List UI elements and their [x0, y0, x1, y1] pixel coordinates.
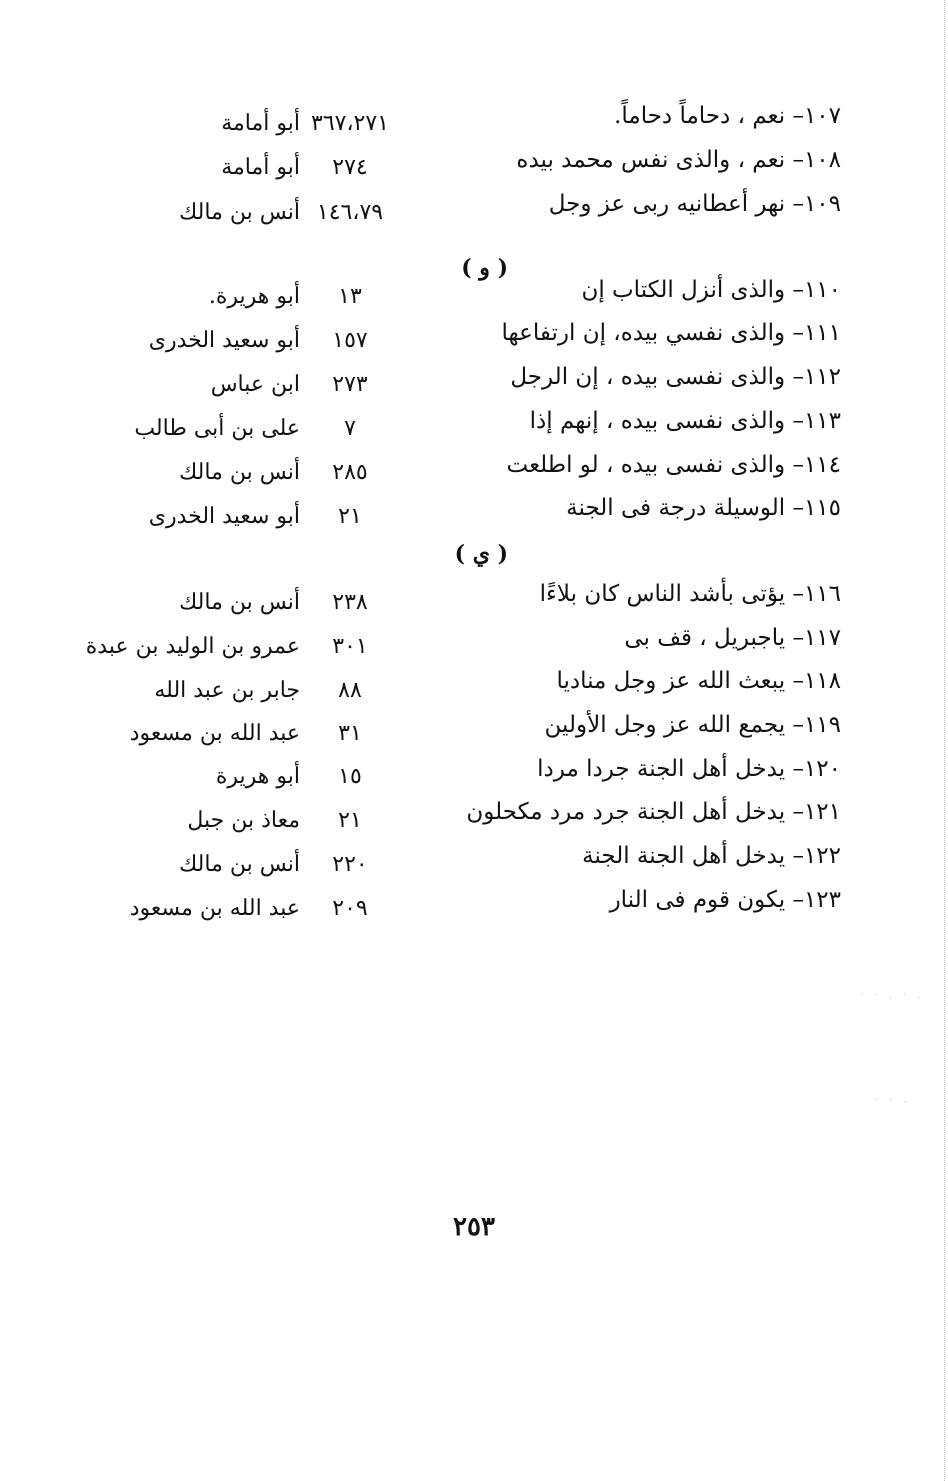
- hadith-entry: [401, 836, 841, 876]
- entry-number: ١٠٩–: [792, 191, 841, 217]
- narrator-name: أنس بن مالك: [179, 590, 300, 615]
- narrator-name: أبو سعيد الخدرى: [148, 328, 300, 353]
- narrator-name: أنس بن مالك: [179, 460, 300, 485]
- narrator-name: عمرو بن الوليد بن عبدة: [85, 634, 300, 659]
- reference-number: ٢٧٣: [332, 372, 368, 397]
- reference-number: ١٥: [338, 764, 362, 789]
- hadith-entry: [401, 574, 841, 614]
- reference-number: ٣٠١: [332, 634, 368, 659]
- reference-number: ٢١: [338, 808, 362, 833]
- reference-row: [80, 627, 420, 667]
- entry-number: ١١٠–: [792, 277, 841, 303]
- narrator-name: عبد الله بن مسعود: [129, 721, 300, 746]
- hadith-entry: [401, 880, 841, 920]
- reference-row: [80, 453, 420, 493]
- reference-row: [80, 757, 420, 797]
- entry-number: ١١٩–: [792, 712, 841, 738]
- page-number: ٢٥٣: [453, 1212, 495, 1242]
- entry-number: ١١٤–: [792, 452, 841, 478]
- reference-row: [80, 148, 420, 188]
- entry-number: ١٢٠–: [792, 756, 841, 782]
- hadith-entry: [401, 661, 841, 701]
- entry-number: ١١٣–: [792, 408, 841, 434]
- entry-text: والذى نفسى بيده ، إنهم إذا: [529, 408, 786, 434]
- hadith-entry: [401, 792, 841, 832]
- reference-number: ٢٠٩: [332, 896, 368, 921]
- entry-text: والذى نفسى بيده ، لو اطلعت: [506, 452, 786, 478]
- reference-row: [80, 409, 420, 449]
- narrator-name: أنس بن مالك: [179, 200, 300, 225]
- reference-row: [80, 497, 420, 537]
- reference-row: [80, 193, 420, 233]
- entry-number: ١١٨–: [792, 668, 841, 694]
- scan-edge-line: [944, 0, 945, 1481]
- reference-number: ٢١: [338, 504, 362, 529]
- reference-row: [80, 845, 420, 885]
- entry-text: يؤتى بأشد الناس كان بلاءًا: [539, 581, 786, 607]
- narrator-name: أبو أمامة: [221, 111, 300, 136]
- reference-row: [80, 104, 420, 144]
- narrator-name: أنس بن مالك: [179, 852, 300, 877]
- scan-speckle: · · . · .: [860, 990, 925, 1001]
- entry-number: ١٠٨–: [792, 147, 841, 173]
- entry-text: يجمع الله عز وجل الأولين: [544, 712, 786, 738]
- reference-number: ٣٦٧،٢٧١: [311, 111, 389, 136]
- entry-text: والذى نفسى بيده ، إن الرجل: [510, 364, 786, 390]
- entry-number: ١١٥–: [792, 495, 841, 521]
- entry-text: يدخل أهل الجنة جرد مرد مكحلون: [466, 799, 786, 825]
- narrator-name: معاذ بن جبل: [187, 808, 300, 833]
- entry-text: نعم ، دحاماً دحاماً.: [614, 103, 786, 129]
- scan-speckle: · · .: [875, 1095, 911, 1106]
- entry-number: ١٠٧–: [792, 103, 841, 129]
- narrator-name: على بن أبى طالب: [134, 416, 300, 441]
- hadith-entry: [401, 401, 841, 441]
- narrator-name: جابر بن عبد الله: [154, 678, 300, 703]
- entry-text: يكون قوم فى النار: [609, 887, 786, 913]
- entry-text: والذى نفسي بيده، إن ارتفاعها: [501, 320, 786, 346]
- entry-number: ١١٦–: [792, 581, 841, 607]
- reference-row: [80, 583, 420, 623]
- hadith-entry: [401, 749, 841, 789]
- entry-text: نعم ، والذى نفس محمد بيده: [516, 147, 786, 173]
- narrator-name: أبو هريرة.: [208, 284, 300, 309]
- reference-number: ٢٨٥: [332, 460, 368, 485]
- hadith-entry: [401, 184, 841, 224]
- narrator-name: أبو هريرة: [215, 764, 300, 789]
- entry-number: ١٢١–: [792, 799, 841, 825]
- entry-number: ١١٧–: [792, 625, 841, 651]
- hadith-entry: [401, 618, 841, 658]
- reference-number: ٢٢٠: [332, 852, 368, 877]
- reference-row: [80, 801, 420, 841]
- section-heading-ya: ( ي ): [454, 541, 508, 567]
- hadith-entry: [401, 270, 841, 310]
- entry-number: ١٢٢–: [792, 843, 841, 869]
- reference-number: ٧: [344, 416, 356, 441]
- reference-number: ٣١: [338, 721, 362, 746]
- reference-row: [80, 321, 420, 361]
- entry-text: الوسيلة درجة فى الجنة: [566, 495, 786, 521]
- reference-row: [80, 277, 420, 317]
- reference-number: ٨٨: [338, 678, 362, 703]
- entry-text: يدخل أهل الجنة الجنة: [582, 843, 786, 869]
- reference-number: ١٥٧: [332, 328, 368, 353]
- hadith-entry: [401, 357, 841, 397]
- reference-row: [80, 889, 420, 929]
- hadith-entry: [401, 96, 841, 136]
- hadith-entry: [401, 445, 841, 485]
- section-heading-waw: ( و ): [461, 255, 508, 281]
- entry-number: ١١٢–: [792, 364, 841, 390]
- reference-number: ٢٣٨: [332, 590, 368, 615]
- reference-number: ١٤٦،٧٩: [316, 200, 384, 225]
- reference-row: [80, 365, 420, 405]
- narrator-name: عبد الله بن مسعود: [129, 896, 300, 921]
- reference-number: ٢٧٤: [332, 155, 368, 180]
- entry-text: ياجبريل ، قف بى: [624, 625, 786, 651]
- entry-text: يبعث الله عز وجل مناديا: [556, 668, 786, 694]
- entry-text: والذى أنزل الكتاب إن: [581, 277, 786, 303]
- entry-number: ١١١–: [792, 320, 841, 346]
- entry-text: نهر أعطانيه ربى عز وجل: [548, 191, 786, 217]
- narrator-name: أبو سعيد الخدرى: [148, 504, 300, 529]
- narrator-name: ابن عباس: [210, 372, 300, 397]
- narrator-name: أبو أمامة: [221, 155, 300, 180]
- reference-row: [80, 714, 420, 754]
- hadith-entry: [401, 313, 841, 353]
- hadith-entry: [401, 140, 841, 180]
- reference-number: ١٣: [338, 284, 362, 309]
- reference-row: [80, 671, 420, 711]
- entry-text: يدخل أهل الجنة جردا مردا: [537, 756, 786, 782]
- entry-number: ١٢٣–: [792, 887, 841, 913]
- hadith-entry: [401, 705, 841, 745]
- hadith-entry: [401, 488, 841, 528]
